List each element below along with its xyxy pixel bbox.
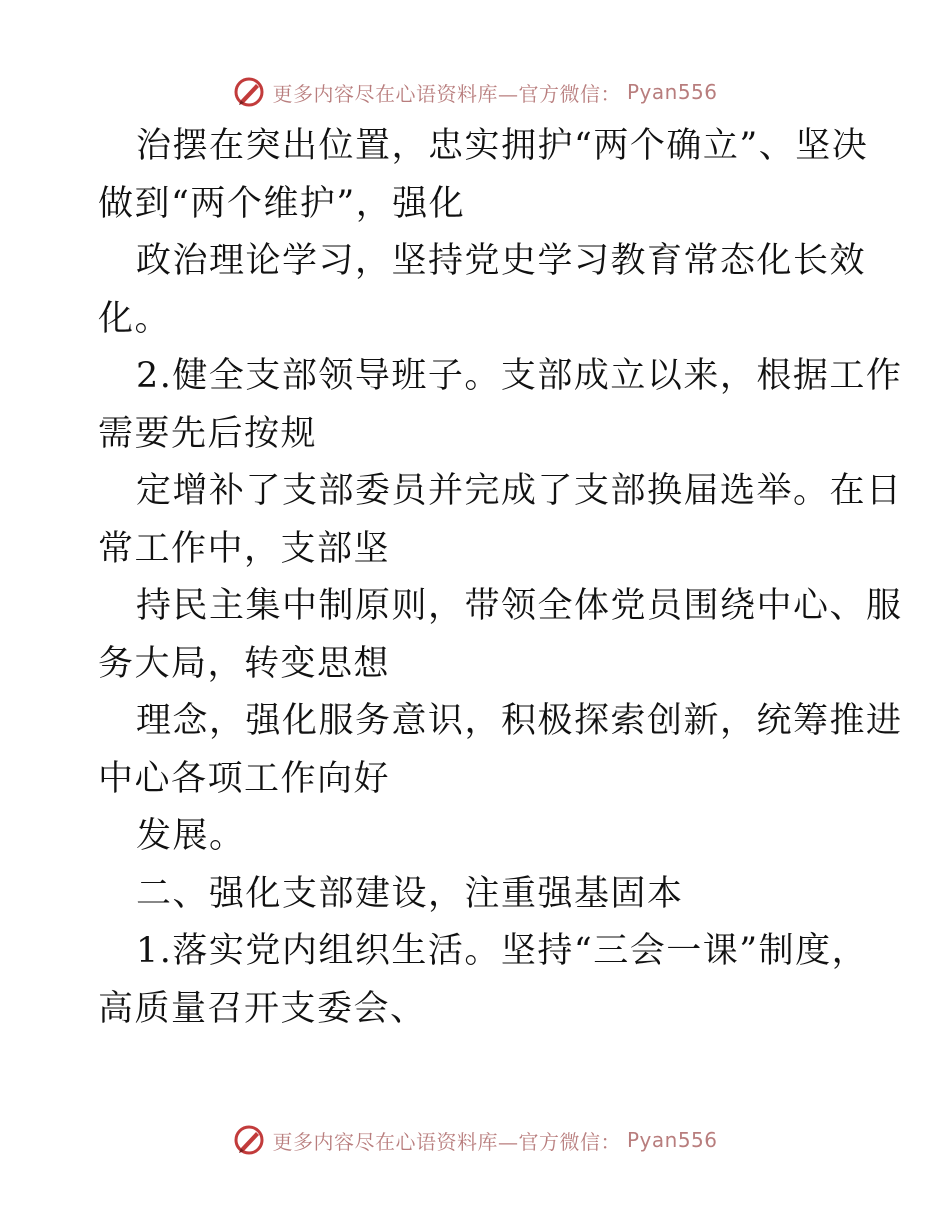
- watermark-text: 更多内容尽在心语资料库—官方微信：: [272, 81, 621, 106]
- body-line: 持民主集中制原则，带领全体党员围绕中心、服: [136, 586, 903, 626]
- pen-logo-icon: [232, 1123, 266, 1157]
- body-line: 务大局，转变思想: [98, 643, 391, 684]
- watermark-wechat-id: Pyan556: [626, 80, 718, 104]
- body-line: 定增补了支部委员并完成了支部换届选举。在日: [136, 471, 903, 511]
- footer-watermark: [0, 1120, 950, 1160]
- pen-logo-icon: [232, 75, 266, 109]
- body-line: 常工作中，支部坚: [98, 528, 391, 569]
- body-line: 治摆在突出位置，忠实拥护“两个确立”、坚决: [136, 126, 869, 166]
- body-line: 化。: [98, 298, 172, 339]
- body-line: 1.落实党内组织生活。坚持“三会一课”制度，: [136, 931, 869, 971]
- document-body: [98, 118, 903, 1038]
- body-line: 需要先后按规: [98, 413, 318, 454]
- header-watermark: [0, 72, 950, 112]
- body-line: 理念，强化服务意识，积极探索创新，统筹推进: [136, 701, 903, 741]
- body-line: 政治理论学习，坚持党史学习教育常态化长效: [136, 241, 867, 281]
- watermark-wechat-id: Pyan556: [626, 1128, 718, 1152]
- body-line: 2.健全支部领导班子。支部成立以来，根据工作: [136, 356, 903, 396]
- body-line: 发展。: [136, 816, 246, 856]
- section-heading: 二、强化支部建设，注重强基固本: [136, 873, 684, 914]
- body-line: 中心各项工作向好: [98, 758, 391, 799]
- body-line: 高质量召开支委会、: [98, 988, 427, 1029]
- watermark-text: 更多内容尽在心语资料库—官方微信：: [272, 1129, 621, 1154]
- body-line: 做到“两个维护”，强化: [98, 183, 466, 224]
